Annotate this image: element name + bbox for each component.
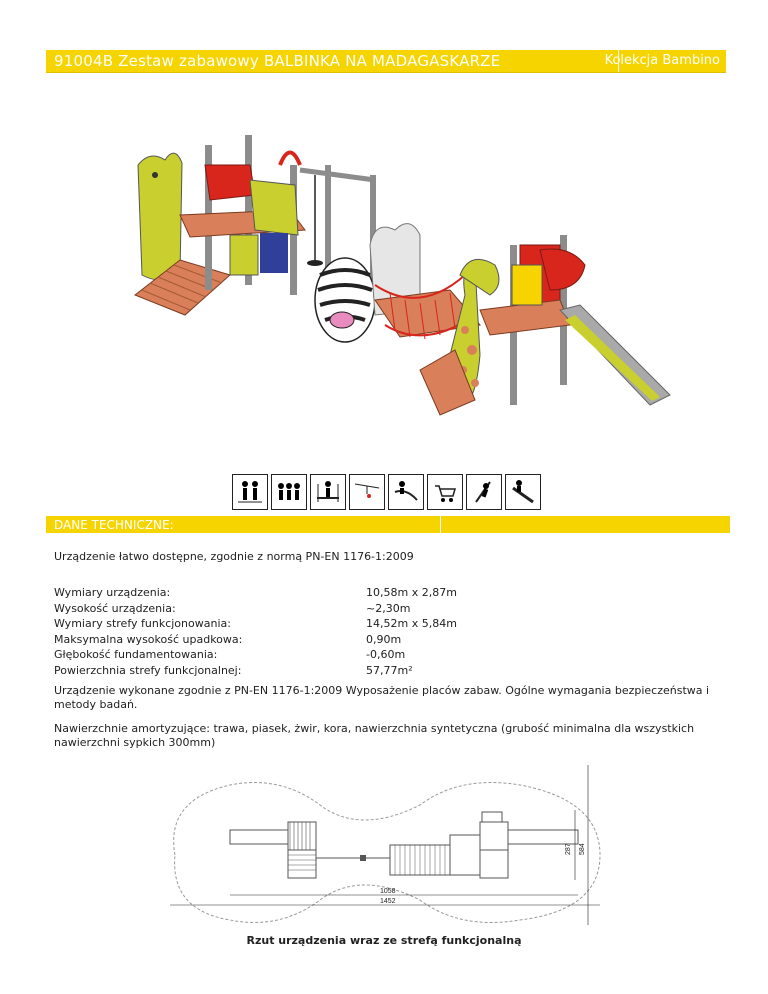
spec-value: -0,60m — [366, 648, 406, 661]
spec-label: Maksymalna wysokość upadkowa: — [54, 632, 243, 646]
floor-plan — [160, 760, 620, 930]
pictogram-row — [232, 474, 544, 510]
playground-illustration — [120, 125, 680, 425]
surfaces-paragraph: Nawierzchnie amortyzujące: trawa, piasek, żwir, kora, nawierzchnia syntetyczna (grubość minimalna dla wszystkich nawierzchni sypkich 300mm) — [54, 722, 695, 749]
people-area-icon — [232, 474, 268, 510]
plan-caption: Rzut urządzenia wraz ze strefą funkcjonalną — [246, 934, 522, 947]
spec-label: Wymiary urządzenia: — [54, 586, 171, 599]
dim-height-outer: 584 — [579, 843, 586, 855]
standard-paragraph: Urządzenie wykonane zgodnie z PN-EN 1176-1:2009 Wyposażenie placów zabaw. Ogólne wymagania bezpieczeństwa i metody badań. — [54, 684, 710, 711]
wave-slide-icon — [388, 474, 424, 510]
spec-row — [54, 601, 457, 617]
norm-note: Urządzenie łatwo dostępne, zgodnie z normą PN-EN 1176-1:2009 — [54, 550, 414, 563]
spec-value: 14,52m x 5,84m — [366, 617, 457, 630]
zebra-panel — [315, 258, 375, 342]
giraffe-panel-left — [138, 153, 182, 280]
climbing-bridge-icon — [310, 474, 346, 510]
collection-label: Kolekcja Bambino — [604, 53, 720, 68]
spec-value: ~2,30m — [366, 601, 411, 615]
dim-inner: 1058 — [380, 888, 396, 895]
spec-label: Głębokość fundamentowania: — [54, 648, 218, 661]
spec-table — [54, 585, 457, 678]
cart-icon — [427, 474, 463, 510]
group-play-icon — [271, 474, 307, 510]
dim-height-inner: 287 — [565, 843, 572, 855]
spec-value: 0,90m — [366, 632, 402, 646]
spec-label: Wysokość urządzenia: — [54, 601, 176, 615]
spec-row — [54, 663, 457, 679]
climbing-wall-icon — [466, 474, 502, 510]
spec-row — [54, 616, 457, 632]
spec-label: Wymiary strefy funkcjonowania: — [54, 617, 231, 630]
slide-icon — [505, 474, 541, 510]
product-title: 91004B Zestaw zabawowy BALBINKA NA MADAGASKARZE — [54, 52, 501, 70]
section-header — [46, 516, 730, 533]
spec-row — [54, 585, 457, 601]
title-bar — [46, 50, 726, 73]
section-divider — [440, 516, 441, 533]
spec-label: Powierzchnia strefy funkcjonalnej: — [54, 663, 242, 677]
dim-outer: 1452 — [380, 898, 396, 905]
zipline-icon — [349, 474, 385, 510]
spec-value: 10,58m x 2,87m — [366, 586, 457, 599]
spec-row — [54, 632, 457, 648]
spec-value: 57,77m² — [366, 663, 413, 677]
spec-row — [54, 647, 457, 663]
section-title: DANE TECHNICZNE: — [54, 518, 174, 532]
